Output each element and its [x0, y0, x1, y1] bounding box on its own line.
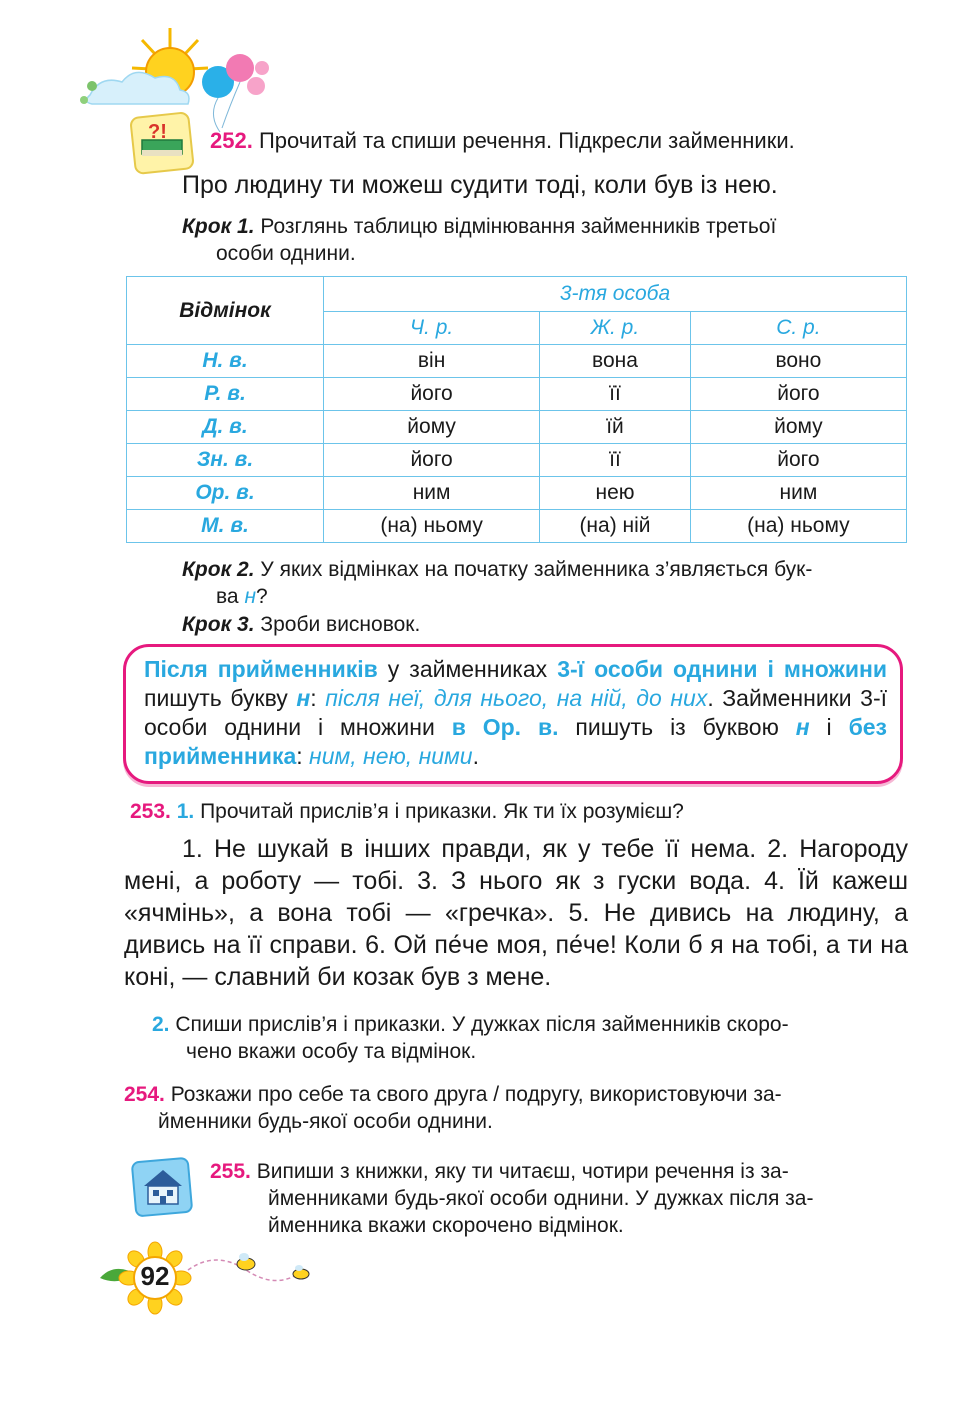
masculine-cell: його: [324, 444, 540, 477]
step-label: Крок 2.: [182, 558, 255, 581]
step-text: У яких відмінках на початку займенника з’являється бук-: [260, 558, 813, 581]
neuter-cell: його: [690, 444, 906, 477]
gender-header-masculine: Ч. р.: [324, 312, 540, 345]
exercise-instruction: Спиши прислів’я і приказки. У дужках після займенників скоро-: [175, 1013, 789, 1036]
table-row: [127, 510, 907, 543]
case-column-header: Відмінок: [127, 277, 324, 345]
exercise-253-subtask-2: [152, 1011, 908, 1065]
exercise-instruction: Випиши з книжки, яку ти читаєш, чотири речення із за-: [256, 1160, 789, 1183]
rule-fragment: у займенниках: [377, 656, 558, 682]
case-cell: Д. в.: [127, 411, 324, 444]
exercise-instruction: Прочитай прислів’я і приказки. Як ти їх розумієш?: [200, 800, 684, 823]
person-header: 3-тя особа: [324, 277, 907, 312]
book-question-icon: [130, 110, 196, 176]
rule-emphasis: без прийменника: [144, 714, 887, 769]
exercise-number: 255.: [210, 1160, 251, 1183]
masculine-cell: він: [324, 345, 540, 378]
subtask-number: 1.: [176, 800, 195, 823]
exercise-instruction: Розкажи про себе та свого друга / подругу, використовуючи за-: [170, 1083, 782, 1106]
gender-header-feminine: Ж. р.: [540, 312, 691, 345]
exercise-instruction-continued: чено вкажи особу та відмінок.: [186, 1040, 477, 1063]
rule-letter: н: [795, 714, 810, 740]
exercise-number: 253.: [130, 800, 171, 823]
exercise-253-title: [130, 800, 684, 824]
svg-text:?!: ?!: [148, 121, 167, 143]
feminine-cell: її: [540, 444, 691, 477]
neuter-cell: воно: [690, 345, 906, 378]
declension-table: [126, 276, 907, 543]
feminine-cell: її: [540, 378, 691, 411]
case-cell: М. в.: [127, 510, 324, 543]
feminine-cell: нею: [540, 477, 691, 510]
step-text-continued: [182, 583, 906, 610]
gender-header-neuter: С. р.: [690, 312, 906, 345]
highlighted-letter: н: [244, 585, 256, 608]
step-text-part: ва: [216, 585, 245, 608]
rule-fragment: пишуть букву: [144, 685, 297, 711]
rule-fragment: пишуть із буквою: [558, 714, 796, 740]
feminine-cell: вона: [540, 345, 691, 378]
step-2: [182, 556, 906, 610]
rule-emphasis: в Ор. в.: [451, 714, 559, 740]
neuter-cell: йому: [690, 411, 906, 444]
neuter-cell: (на) ньому: [690, 510, 906, 543]
step-text-continued: особи однини.: [216, 242, 356, 265]
rule-text: [144, 655, 887, 771]
exercise-number: 254.: [124, 1083, 165, 1106]
case-cell: Н. в.: [127, 345, 324, 378]
feminine-cell: їй: [540, 411, 691, 444]
table-row: [127, 378, 907, 411]
step-text-part: ?: [256, 585, 268, 608]
house-homework-icon: [130, 1156, 196, 1218]
neuter-cell: його: [690, 378, 906, 411]
step-label: Крок 1.: [182, 215, 255, 238]
case-cell: Р. в.: [127, 378, 324, 411]
exercise-instruction-continued: йменники будь-якої особи однини.: [158, 1110, 493, 1133]
step-3: [182, 613, 420, 637]
exercise-sentence: Про людину ти можеш судити тоді, коли був із нею.: [182, 171, 778, 199]
table-row: [127, 411, 907, 444]
proverbs-text: 1. Не шукай в інших правди, як у тебе її нема. 2. Нагороду мені, а роботу — тобі. 3. З нього як з гуски вода. 4. Їй кажеш «ячмінь», а вона тобі — «гречка». 5. Не дивись на людину, а дивись на її справи. 6. Ой пе́че моя, пе́че! Коли б я на тобі, а ти на коні, — славний би козак був з мене.: [124, 835, 908, 991]
page-number: 92: [140, 1261, 170, 1291]
exercise-255: [210, 1158, 908, 1239]
rule-fragment: :: [310, 685, 326, 711]
feminine-cell: (на) ній: [540, 510, 691, 543]
rule-fragment: і: [809, 714, 849, 740]
neuter-cell: ним: [690, 477, 906, 510]
step-label: Крок 3.: [182, 613, 255, 636]
masculine-cell: йому: [324, 411, 540, 444]
masculine-cell: (на) ньому: [324, 510, 540, 543]
rule-fragment: :: [296, 743, 310, 769]
table-row: [127, 345, 907, 378]
table-row: [127, 444, 907, 477]
masculine-cell: його: [324, 378, 540, 411]
exercise-number: 252.: [210, 128, 253, 153]
rule-letter: н: [296, 685, 311, 711]
masculine-cell: ним: [324, 477, 540, 510]
flower-bee-decoration: [96, 1240, 326, 1318]
exercise-instruction: Прочитай та спиши речення. Підкресли займенники.: [258, 128, 795, 153]
step-text: Зроби висновок.: [260, 613, 421, 636]
step-1: [182, 213, 906, 267]
exercise-254: [124, 1081, 908, 1135]
rule-fragment: .: [472, 743, 479, 769]
exercise-252-title: [210, 128, 795, 154]
rule-example: ним, нею, ними: [309, 743, 473, 769]
rule-emphasis: Після прийменників: [144, 656, 378, 682]
subtask-number: 2.: [152, 1013, 170, 1036]
exercise-instruction-continued: йменника вкажи скорочено відмінок.: [268, 1214, 624, 1237]
exercise-instruction-continued: йменниками будь-якої особи однини. У дужках після за-: [268, 1187, 814, 1210]
rule-example: після неї, для нього, на ній, до них: [325, 685, 708, 711]
table-row: [127, 477, 907, 510]
rule-emphasis: 3-ї особи однини і множини: [557, 656, 888, 682]
step-text: Розглянь таблицю відмінювання займенників третьої: [260, 215, 777, 238]
case-cell: Зн. в.: [127, 444, 324, 477]
case-cell: Ор. в.: [127, 477, 324, 510]
rule-fragment: . Займенники 3-ї особи однини і множини: [144, 685, 887, 740]
